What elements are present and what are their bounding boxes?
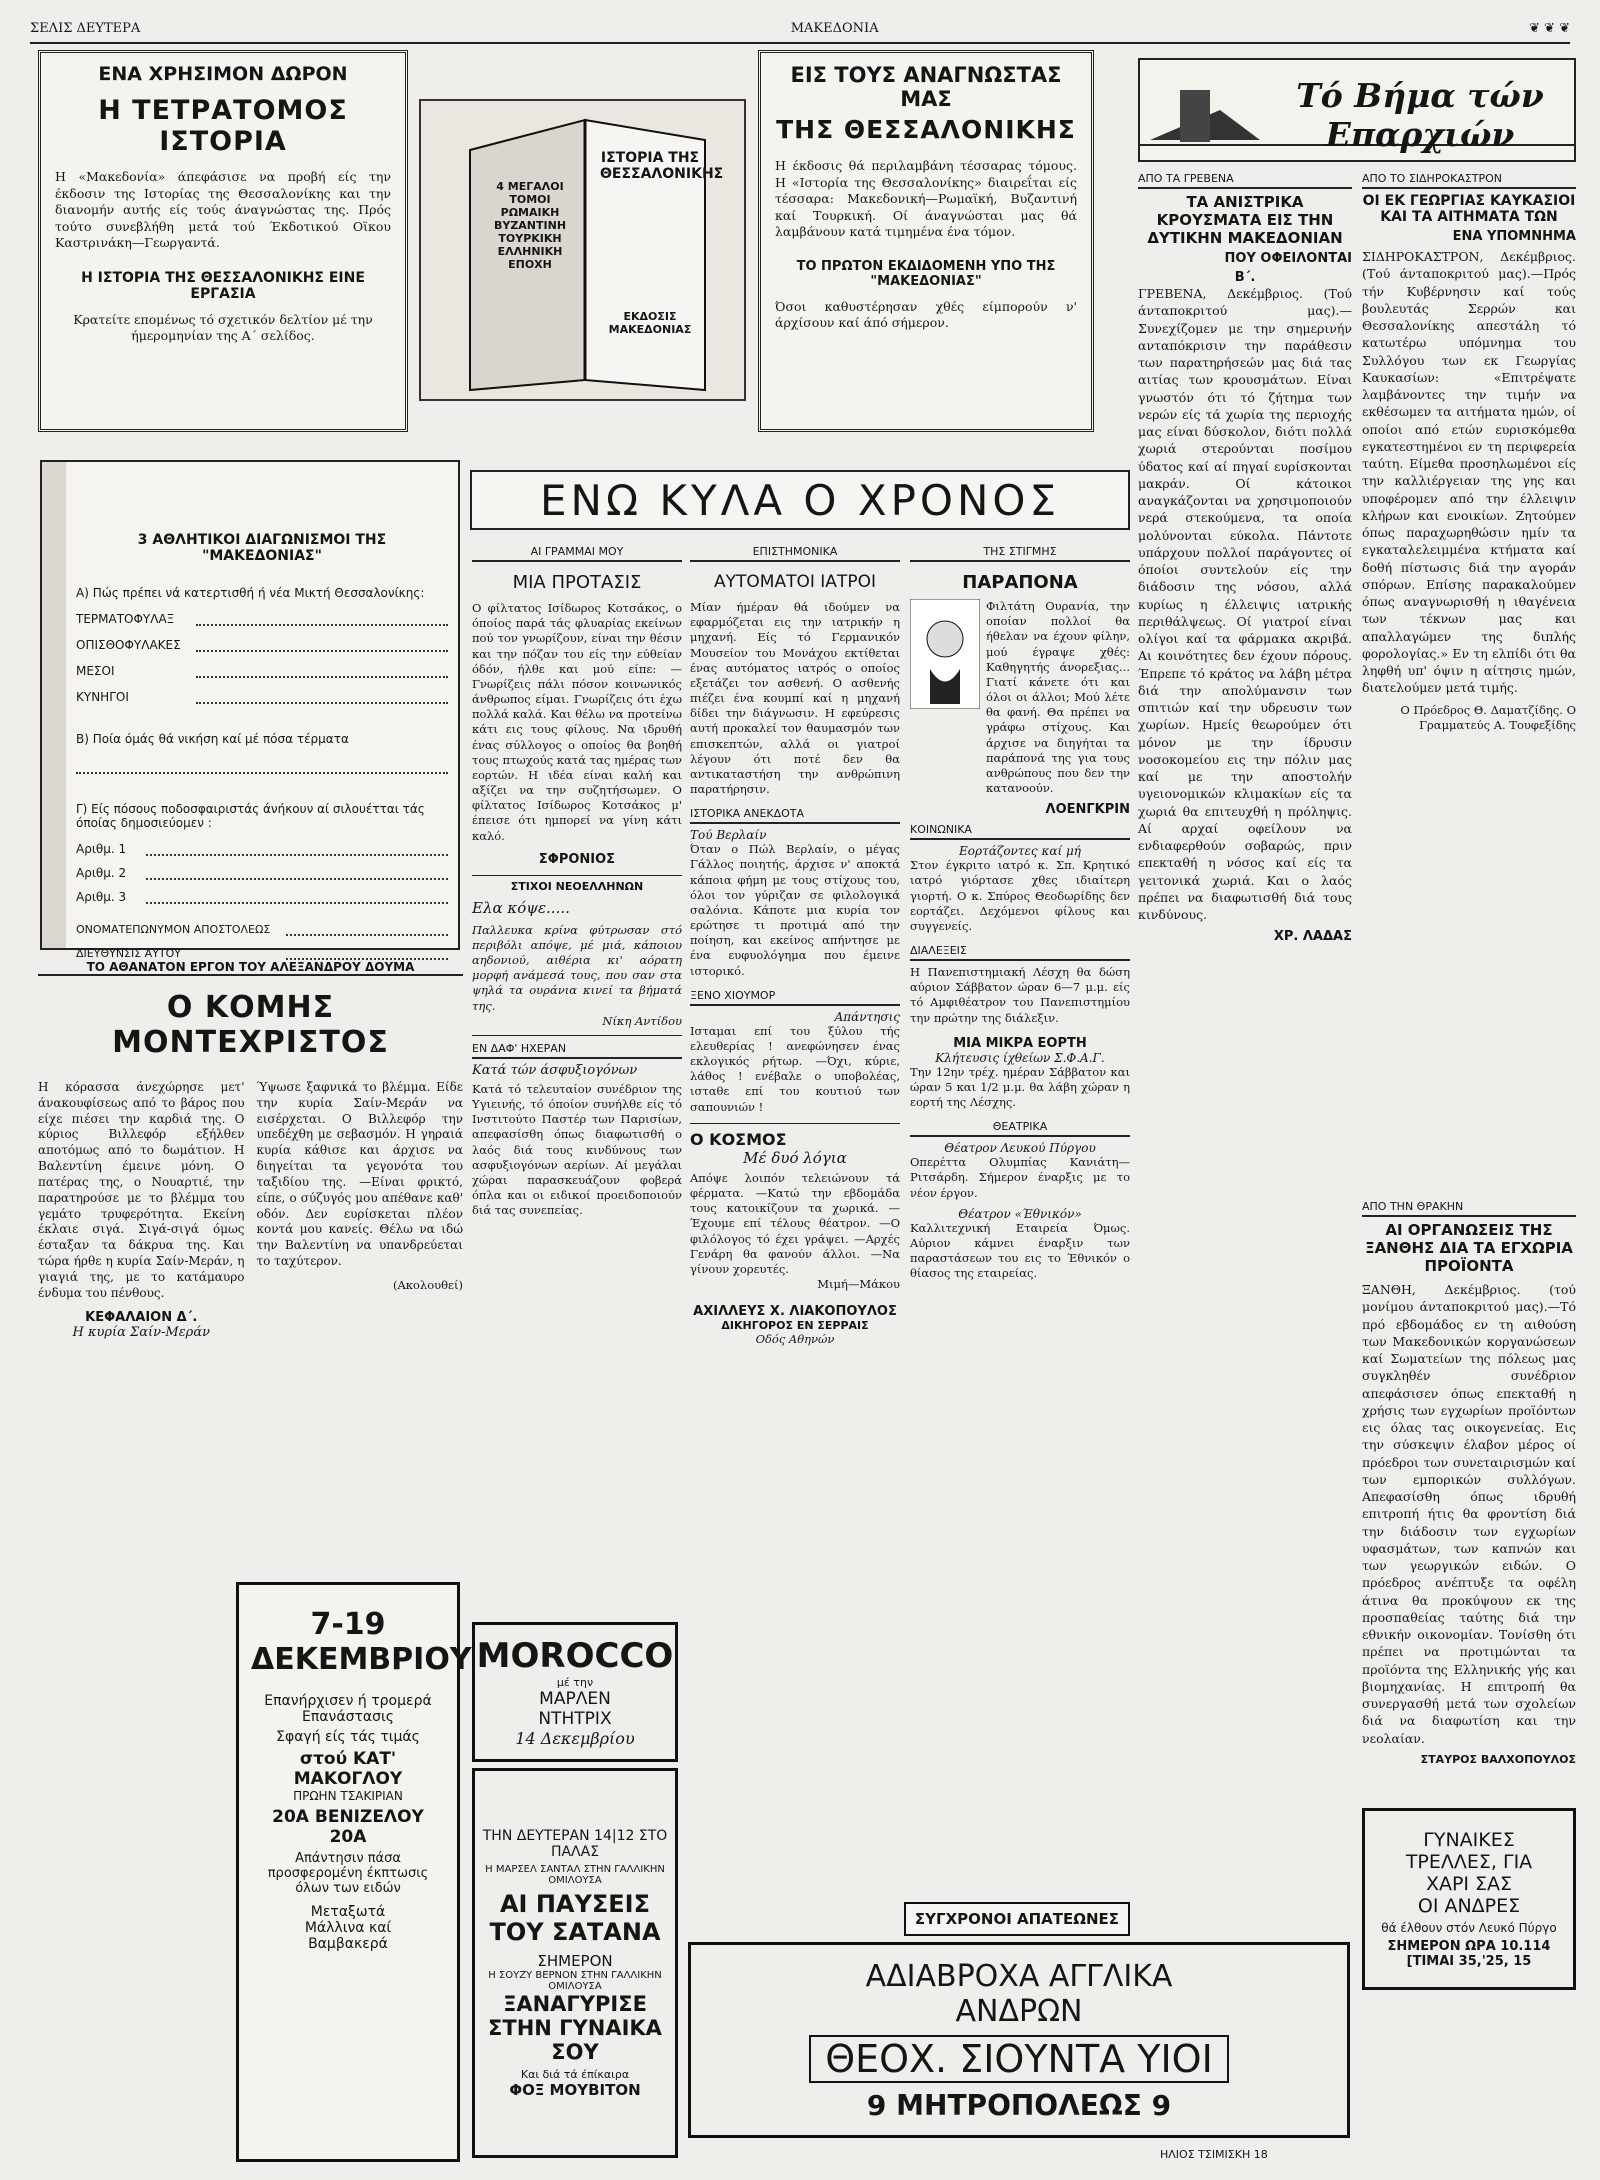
national-theatre-body: Καλλιτεχνική Εταιρεία Όμως. Αύριον κάμνει έναρξιν των παραστάσεων του εις το Έθνικόν ο θίασος της εταιρείας. bbox=[910, 1220, 1130, 1281]
moment-section: ΤΗΣ ΣΤΙΓΜΗΣ bbox=[910, 545, 1130, 562]
history-body: Όταν ο Πώλ Βερλαίν, ο μέγας Γάλλος ποιητής, άρχισε ν' αποκτά κάποια φήμη με τους στίχους του, όλοι τον γύριζαν σε φιλολογικά σαλόνια. Κάποτε μια κυρία τον ερώτησε τι προτιμά από την ποίηση, και εκείνος απήντησε με ένα ευφυολόγημα που έμεινε ιστορικό. bbox=[690, 842, 900, 978]
lectures-body: Η Πανεπιστημιακή Λέσχη θα δώση αύριον Σάββατον ώραν 6—7 μ.μ. είς τό Αμφιθέατρον του Πανεπιστημίου την πρώτην της διάλεξιν. bbox=[910, 965, 1130, 1025]
makoglou-dates: 7-19 ΔΕΚΕΜΒΡΙΟΥ bbox=[251, 1607, 472, 1677]
palas-ad bbox=[472, 1768, 678, 2158]
number-1-field[interactable] bbox=[146, 838, 448, 856]
newspaper-name: ΜΑΚΕΔΟΝΙΑ bbox=[790, 20, 879, 36]
sidirokastron-article bbox=[1362, 172, 1576, 1172]
my-lines-section: ΑΙ ΓΡΑΜΜΑΙ ΜΟΥ bbox=[472, 545, 682, 562]
deceivers-ad bbox=[904, 1902, 1130, 1936]
number-2: Αριθμ. 2 bbox=[76, 866, 127, 880]
celebration-body: Την 12ην τρέχ. ημέραν Σάββατον και ώραν 5 και 1/2 μ.μ. θα λάβη χώραν η εορτή της Λέσχης. bbox=[910, 1064, 1130, 1110]
makoglou-line-2: Σφαγή είς τάς τιμάς bbox=[276, 1729, 420, 1745]
proposal-title: ΜΙΑ ΠΡΟΤΑΣΙΣ bbox=[512, 572, 642, 593]
makoglou-line-8: Μάλλινα καί bbox=[304, 1920, 392, 1936]
serial-continue: (Ακολουθεί) bbox=[393, 1277, 463, 1292]
readers-title-2: ΤΗΣ ΘΕΣΣΑΛΟΝΙΚΗΣ bbox=[776, 115, 1076, 144]
book-cover-text: 4 ΜΕΓΑΛΟΙ ΤΟΜΟΙ ΡΩΜΑΙΚΗ ΒΥΖΑΝΤΙΝΗ ΤΟΥΡΚΙΚΗ ΕΛΛΗΝΙΚΗ ΕΠΟΧΗ bbox=[493, 180, 567, 271]
number-2-field[interactable] bbox=[146, 862, 448, 880]
makoglou-ad bbox=[236, 1582, 472, 2162]
address-field[interactable] bbox=[286, 942, 448, 960]
grevena-section: ΑΠΟ ΤΑ ΓΡΕΒΕΝΑ bbox=[1138, 172, 1352, 189]
sidirokastron-subtitle: ΕΝΑ ΥΠΟΜΝΗΜΑ bbox=[1452, 229, 1576, 244]
makoglou-line-1: Επανήρχισεν ή τρομερά Επανάστασις bbox=[264, 1693, 432, 1725]
number-3: Αριθμ. 3 bbox=[76, 890, 127, 904]
grevena-article bbox=[1138, 172, 1352, 1972]
book-illustration bbox=[410, 60, 755, 432]
raincoats-ad bbox=[688, 1942, 1350, 2138]
complaints-body: Φιλτάτη Ουρανία, την οποίαν πολλοί θα ήθελαν να έχουν φίλην, μού έγραψε χθές: Καθηγητής άνορεξιας... Γιατί κάνετε ότι και όλοι οι άλλοι; Μού λέτε θα φανή. Θα πρέπει να γράφω στίχους. Και άρχισε να διηγήται τα παράπονά της για τους ανθρώπους που δεν την κατανοούν. bbox=[986, 599, 1130, 796]
column-2 bbox=[690, 545, 900, 1725]
lectures-section: ΔΙΑΛΕΞΕΙΣ bbox=[910, 944, 1130, 961]
history-section: ΙΣΤΟΡΙΚΑ ΑΝΕΚΔΟΤΑ bbox=[690, 807, 900, 824]
book-image bbox=[410, 60, 755, 432]
poem-signature: Νίκη Αντίδου bbox=[602, 1013, 682, 1028]
number-3-field[interactable] bbox=[146, 886, 448, 904]
contest-form bbox=[40, 460, 460, 960]
world-signature: Μιμή—Μάκου bbox=[817, 1277, 900, 1292]
time-title: ΕΝΩ ΚΥΛΑ Ο ΧΡΟΝΟΣ bbox=[540, 475, 1060, 525]
raincoats-address: 9 ΜΗΤΡΟΠΟΛΕΩΣ 9 bbox=[866, 2088, 1172, 2122]
world-body: Απόψε λοιπόν τελειώνουν τά φέρματα. —Κατώ την εβδομάδα τους κατοικίζουν τα χωρικά. —Έχουμε επί τέλους θέατρον. —Ο φιλόλογος τό έχει γράψει. —Αρχές Γενάρη θα φανούν άλλοι. —Να γίνουν χορευτές. bbox=[690, 1170, 900, 1276]
position-forwards: ΚΥΝΗΓΟΙ bbox=[76, 690, 129, 704]
forwards-field[interactable] bbox=[196, 686, 448, 704]
theatre-section: ΘΕΑΤΡΙΚΑ bbox=[910, 1120, 1130, 1137]
position-defenders: ΟΠΙΣΘΟΦΥΛΑΚΕΣ bbox=[76, 638, 181, 652]
masthead-title: Τό Βήμα τών Επαρχιών bbox=[1296, 76, 1544, 154]
poem-heading: Ελα κόψε..... bbox=[472, 898, 570, 917]
thrace-body: ΞΑΝΘΗ, Δεκέμβριος. (τού μονίμου άνταποκριτού μας).—Τό πρό εβδομάδος εν τη αιθούση των Μακεδονικών κοργανώσεων καί Σωματείων της πόλεως μας συγκληθέν συνέδριον απεφάσισεν όπως επεκταθή η χρήσις των εγχωρίων προϊόντων εις όλας τας οικογενείας. Εις την σύσκεψιν έλαβον μέρος οί πρόεδροι των συνεταιρισμών καί των εμπορικών συλλόγων. Απεφασίσθη όπως ιδρυθή επιτροπή ήτις θα φροντίση διά την διάδοσιν των εγχωρίων υφασμάτων, των καπνών και των γεωργικών ειδών. Ο πρόεδρος ανέπτυξε τα οφέλη άτινα θα προκύψουν εκ της προσπαθείας ταύτης διά την εθνικήν οικονομίαν. Τονίσθη ότι πρέπει να προτιμώνται τα προϊόντα της Ελληνικής γής και βιομηχανίας. Η επιτροπή θα συνεργασθή μετά των σχολείων διά να διαφωτίση και την νεολαίαν. bbox=[1362, 1282, 1576, 1746]
palas-film-2: ΞΑΝΑΓΥΡΙΣΕ ΣΤΗΝ ΓΥΝΑΙΚΑ ΣΟΥ bbox=[488, 1991, 662, 2064]
history-subtitle: Τού Βερλαίν bbox=[690, 828, 767, 843]
complaints-signature: ΛΟΕΝΓΚΡΙΝ bbox=[1045, 802, 1130, 818]
sidirokastron-section: ΑΠΟ ΤΟ ΣΙΔΗΡΟΚΑΣΤΡΟΝ bbox=[1362, 172, 1576, 189]
provinces-masthead bbox=[1138, 58, 1576, 162]
caricature-image bbox=[910, 599, 980, 709]
thrace-section: ΑΠΟ ΤΗΝ ΘΡΑΚΗΝ bbox=[1362, 1200, 1576, 1217]
social-section: ΚΟΙΝΩΝΙΚΑ bbox=[910, 823, 1130, 840]
women-line-1: ΓΥΝΑΙΚΕΣ bbox=[1423, 1829, 1515, 1851]
gift-kicker: ΕΝΑ ΧΡΗΣΙΜΟΝ ΔΩΡΟΝ bbox=[98, 63, 348, 85]
national-theatre-subtitle: Θέατρον «Έθνικόν» bbox=[958, 1206, 1082, 1221]
scientific-section: ΕΠΙΣΤΗΜΟΝΙΚΑ bbox=[690, 545, 900, 562]
grevena-title: ΤΑ ΑΝΙΣΤΡΙΚΑ ΚΡΟΥΣΜΑΤΑ ΕΙΣ ΤΗΝ ΔΥΤΙΚΗΝ ΜΑΚΕΔΟΝΙΑΝ bbox=[1147, 193, 1343, 247]
contest-question-b: Β) Ποία όμάς θά νικήση καί μέ πόσα τέρματα bbox=[76, 732, 349, 746]
morocco-ad bbox=[472, 1622, 678, 1762]
raincoats-line-1: ΑΔΙΑΒΡΟΧΑ ΑΓΓΛΙΚΑ bbox=[865, 1958, 1173, 1994]
lawyer-name: ΑΧΙΛΛΕΥΣ Χ. ΛΙΑΚΟΠΟΥΛΟΣ bbox=[693, 1304, 897, 1320]
contest-question-a: Α) Πώς πρέπει νά κατερτισθή ή νέα Μικτή Θεσσαλονίκης: bbox=[76, 586, 425, 600]
column-3 bbox=[910, 545, 1130, 1725]
world-subtitle: Μέ δυό λόγια bbox=[743, 1148, 847, 1167]
social-subtitle: Εορτάζοντες καί μή bbox=[959, 844, 1081, 859]
women-line-3: ΧΑΡΙ ΣΑΣ bbox=[1425, 1873, 1513, 1895]
serial-kicker: ΤΟ ΑΘΑΝΑΤΟΝ ΕΡΓΟΝ ΤΟΥ ΑΛΕΞΑΝΔΡΟΥ ΔΟΥΜΑ bbox=[38, 960, 463, 976]
gift-footer: Κρατείτε επομένως τό σχετικόν δελτίον μέ την ήμερομηνίαν της Α΄ σελίδος. bbox=[73, 311, 373, 343]
automatic-doctors-body: Μίαν ήμέραν θά ιδούμεν να εφαρμόζεται εις την ιατρικήν η μηχανή. Είς τό Γερμανικόν Μουσείον του Μονάχου εκτίθεται ένας αυτόματος ιατρός ο οποίος εξετάζει τον ασθενή. Ο ασθενής πιέζει ένα κουμπί καί η μηχανή δίδει την διάγνωσιν. Η εφεύρεσις αυτή προκαλεί τον θαυμασμόν των επισκεπτών, αλλά οι γιατροί λέγουν ότι ποτέ δεν θα αντικαταστήση την ανθρώπινη παρατήρησιν. bbox=[690, 600, 900, 797]
automatic-doctors-title: ΑΥΤΟΜΑΤΟΙ ΙΑΤΡΟΙ bbox=[714, 572, 876, 592]
world-title: Ο ΚΟΣΜΟΣ bbox=[690, 1129, 787, 1149]
printer-credit: ΗΛΙΟΣ ΤΣΙΜΙΣΚΗ 18 bbox=[1160, 2148, 1268, 2161]
morocco-with: μέ την bbox=[556, 1676, 594, 1689]
serial-title: Ο ΚΟΜΗΣ ΜΟΝΤΕΧΡΙΣΤΟΣ bbox=[112, 990, 389, 1060]
goalkeeper-field[interactable] bbox=[196, 608, 448, 626]
sidirokastron-body: ΣΙΔΗΡΟΚΑΣΤΡΟΝ, Δεκέμβριος. (Τού άνταποκριτού μας).—Πρός τήν Κυβέρνησιν καί τούς βουλευτάς Σερρών και Θεσσαλονίκης απεστάλη τό κατωτέρω υπόμνημα του Συλλόγου των εκ Γεωργίας Καυκασίων: «Επιτρέψατε λαμβάνοντες την τιμήν να εκθέσωμεν τα αιτήματα ημών, οί οποίοι από ετών ευρισκόμεθα εγκατεστημένοι εν τη περιφερεία ταύτη. Είμεθα προσηλωμένοι είς την καλλιέργειαν της γης και υποφέρομεν από την έλλειψιν κλήρων και ενοικίων. Ζητούμεν όπως παραχωρηθώσιν ημίν τα εγκαταλελειμμένα κτήματα καί δοθή πίστωσις διά την αγοράν σπόρων. Επίσης παρακαλούμεν όπως αναγνωρισθή η ιθαγένεια των τέκνων μας και απαλλαγώμεν της διπλής φορολογίας.» Εν τη ελπίδι ότι θα ληφθή υπ' όψιν η αίτησις ημών, διατελούμεν μετά τιμής. bbox=[1362, 249, 1576, 696]
women-prices: [ΤΙΜΑΙ 35,'25, 15 bbox=[1406, 1954, 1532, 1969]
celebration-title: ΜΙΑ ΜΙΚΡΑ ΕΟΡΤΗ bbox=[953, 1035, 1087, 1051]
proposal-signature: ΣΦΡΟΝΙΟΣ bbox=[538, 851, 616, 867]
contest-question-c: Γ) Είς πόσους ποδοσφαιριστάς άνήκουν αί σιλουέτται τάς όποίας δημοσιεύομεν : bbox=[76, 802, 425, 830]
lawyer-address: Οδός Αθηνών bbox=[755, 1332, 835, 1347]
header-ornament: ❦ ❦ ❦ bbox=[1529, 20, 1570, 36]
proposal-body: Ο φίλτατος Ισίδωρος Κοτσάκος, ο όποίος παρά τάς φλυαρίας εκείνων πού τον γνωρίζουν, είναι την θέσιν και την πόζαν του είς την εύθείαν όδόν, ήλθε και μού είπε: —Γνωρίζεις πάλι πόσον κοινωνικός άνθρωπος είμαι. Γνωρίζεις ότι έχω πολλά καλά. Και θέλω να προτείνω κάτι εις τους φίλους. Να ιδρυθή ένας σύλλογος ο οποίος θα βοηθή τους πτωχούς κατά τας ημέρας των εορτών. Η ιδέα είναι καλή και αξίζει να την συζητήσωμεν. Ο φίλτατος Ισίδωρος Κοτσάκος μ' έπεισε ότι ημπορεί να γίνη κάτι καλό. bbox=[472, 601, 682, 843]
position-goalkeeper: ΤΕΡΜΑΤΟΦΥΛΑΞ bbox=[76, 612, 175, 626]
humor-body: Ισταμαι επί του ξύλου τής ελευθερίας ! ανεφώνησεν ένας εκλογικός ρήτωρ. —Όχι, κύριε, λάθος ! ενέβαλε ο υποβολέας, ισταθε επί του κουτιού των σαπουνιών ! bbox=[690, 1023, 900, 1114]
address-label: ΔΙΕΥΘΥΝΣΙΣ ΑΥΤΟΥ bbox=[76, 947, 182, 960]
readers-ad bbox=[758, 50, 1094, 432]
serial-column-1: Η κόρασσα άνεχώρησε μετ' άνακουφίσεως από το βάρος που είχε πιέσει την καρδιά της. Ο κύριος Βιλλεφόρ εξήλθεν αποτόμως από το δωμάτιον. Η Βαλεντίνη έμεινε μόνη. Ο πατέρας της, ο Νουαρτιέ, την παρατηρούσε με το βλέμμα του γεμάτο τρυφερότητα. Εκείνη έκλαιε σιγά. Σιγά-σιγά όμως έσταξαν τα δάκρυα της. Και τώρα ήρθε η κυρία Σαίν-Μεράν, η γιαγιά της, με το κατάμαυρο ένδυμα του πένθους. bbox=[38, 1080, 245, 1300]
gift-title: Η ΤΕΤΡΑΤΟΜΟΣ ΙΣΤΟΡΙΑ bbox=[98, 95, 348, 157]
raincoats-brand: ΘΕΟΧ. ΣΙΟΥΝΤΑ ΥΙΟΙ bbox=[809, 2035, 1229, 2083]
poem-body: Παλλευκα κρίνα φύτρωσαν στό περιβόλι απόψε, μέ μιά, κάποιου αηδονιού, αιθέρια κι' αόρατη μορφή ανάμεσά τους, που σαν στα ψηλά τα ουράνια κινεί τα βήματά της. bbox=[472, 922, 682, 1013]
morocco-star-1: ΜΑΡΛΕΝ bbox=[539, 1689, 611, 1709]
morocco-star-2: ΝΤΗΤΡΙΧ bbox=[538, 1709, 612, 1729]
makoglou-line-4: ΠΡΩΗΝ ΤΣΑΚΙΡΙΑΝ bbox=[293, 1789, 403, 1803]
grevena-marker: Β΄. bbox=[1234, 270, 1256, 285]
readers-footer: Όσοι καθυστέρησαν χθές είμπορούν ν' άρχίσουν καί άπό σήμερον. bbox=[775, 298, 1077, 330]
humor-section: ΞΕΝΟ ΧΙΟΥΜΟΡ bbox=[690, 989, 900, 1006]
chapter-title: ΚΕΦΑΛΑΙΟΝ Δ΄. bbox=[85, 1309, 198, 1325]
winner-field[interactable] bbox=[76, 756, 448, 774]
sender-label: ΟΝΟΜΑΤΕΠΩΝΥΜΟΝ ΑΠΟΣΤΟΛΕΩΣ bbox=[76, 923, 271, 936]
makoglou-line-6: Απάντησιν πάσα προσφερομένη έκπτωσις όλων των ειδών bbox=[267, 1851, 429, 1896]
column-1 bbox=[472, 545, 682, 1700]
morocco-date: 14 Δεκεμβρίου bbox=[515, 1729, 635, 1748]
women-ad bbox=[1362, 1808, 1576, 1990]
daily-body: Κατά τό τελευταίον συνέδριον της Υγιεινής, τό όποίον συνήλθε είς τό Ινστιτούτο Παστέρ των Παρισίων, απεφασίσθη όπως διαφωτισθή ο λαός διά τους κινδύνους των ασφυξιογόνων αερίων. Αί μεγάλαι χώραι παρασκευάζουν φοβερά όπλα και οι ειδικοί προειδοποιούν διά τας συνεπείας. bbox=[472, 1081, 682, 1218]
readers-body: Η έκδοσις θά περιλαμβάνη τέσσαρας τόμους. Η «Ιστορία της Θεσσαλονίκης» διαιρεΐται είς τέσσαρα: Μακεδονική—Ρωμαϊκή, Βυζαντινή καί Τουρκική. Οί άναγνώσται μας θά λαμβάνουν κατά τιμημένα ένα τόμον. bbox=[775, 158, 1077, 239]
humor-heading: Απάντησις bbox=[834, 1009, 900, 1024]
makoglou-line-7: Μεταξωτά bbox=[310, 1904, 386, 1920]
serial-column-2: Ύψωσε ξαφνικά το βλέμμα. Είδε την κυρία Σαίν-Μεράν να εισέρχεται. Ο Βιλλεφόρ την υπεδέχθη με σεβασμόν. Η γηραιά κυρία κάθισε και άρχισε να διηγείται τα γεγονότα του ταξιδίου της. —Είναι φρικτό, είπε, ο σύζυγός μου απέθανε καθ' οδόν. Δεν ευρίσκεται πλέον κοντά μου κανείς. Θέλω να ιδώ την Βαλεντίνη να υπανδρεύεται το ταχύτερον. bbox=[256, 1080, 463, 1269]
thrace-signature: ΣΤΑΥΡΟΣ ΒΑΛΧΟΠΟΥΛΟΣ bbox=[1420, 1752, 1576, 1766]
morocco-title: MOROCCO bbox=[476, 1636, 674, 1676]
palas-news: Και διά τά έπίκαιρα bbox=[520, 2067, 630, 2081]
chapter-subtitle: Η κυρία Σαίν-Μεράν bbox=[72, 1324, 211, 1340]
sidirokastron-title: ΟΙ ΕΚ ΓΕΩΡΓΙΑΣ ΚΑΥΚΑΣΙΟΙ ΚΑΙ ΤΑ ΑΙΤΗΜΑΤΑ ΤΩΝ bbox=[1362, 193, 1576, 225]
palas-top: ΤΗΝ ΔΕΥΤΕΡΑΝ 14|12 ΣΤΟ ΠΑΛΑΣ bbox=[482, 1827, 668, 1860]
palas-fox: ΦΟΞ ΜΟΥΒΙΤΟΝ bbox=[509, 2080, 641, 2099]
theatre-subtitle: Θέατρον Λευκού Πύργου bbox=[944, 1141, 1096, 1156]
page-number: ΣΕΛΙΣ ΔΕΥΤΕΡΑ bbox=[30, 20, 141, 36]
raincoats-line-2: ΑΝΔΡΩΝ bbox=[955, 1993, 1083, 2029]
readers-subtitle: ΤΟ ΠΡΩΤΟΝ ΕΚΔΙΔΟΜΕΝΗ ΥΠΟ ΤΗΣ "ΜΑΚΕΔΟΝΙΑΣ" bbox=[796, 258, 1056, 289]
palas-film-1: ΑΙ ΠΑΥΣΕΙΣ ΤΟΥ ΣΑΤΑΝΑ bbox=[489, 1889, 661, 1946]
poem-section: ΣΤΙΧΟΙ ΝΕΟΕΛΛΗΝΩΝ bbox=[510, 879, 644, 893]
grevena-body: ΓΡΕΒΕΝΑ, Δεκέμβριος. (Τού άνταποκριτού μας).—Συνεχίζομεν με την σημερινήν ανταπόκρισιν την παράθεσιν των παρατηρήσεών μας διά τας αιτίας των κρουσμάτων. Είναι γνωστόν ότι τό ζήτημα των νερών είς τά χωρία της περιοχής μας είναι δύσκολον, διότι πολλά χωριά στερούνται ποσίμου ύδατος καί αί πηγαί ευρίσκονται μακράν. Οί κάτοικοι αναγκάζονται να χρησιμοποιούν νερά στεκούμενα, τα οποία μολύνονται εύκολα. Πάντοτε υπάρχουν πολλοί παράγοντες οί όποίοι συντελούν είς την διάδοσιν της νόσου, αλλά κυρίως η έλλειψις ιατρικής περιθάλψεως. Οί γιατροί είναι ολίγοι καί τα φάρμακα ακριβά. Αι κοινότητες δεν έχουν πόρους. Έπρεπε τό κράτος να λάβη μέτρα διά την απολύμανσιν των σπιτιών καί την υδρευσιν των χωρίων. Ημείς θεωρούμεν ότι μόνον με την ίδρυσιν νοσοκομείου εις την πόλιν μας καί με την αποστολήν υγειονομικών κλιμακίων είς τα χωριά θα επιτευχθή η πρόληψις. Αί αρχαί οφείλουν να ενδιαφερθούν σοβαρώς, πριν επεκταθή η νόσος καί είς τα γειτονικά χωριά. Και ο λαός πρέπει να διαφωτισθή διά τους κινδύνους. bbox=[1138, 286, 1352, 922]
daily-section: ΕΝ ΔΑΦ' ΗΧΕΡΑΝ bbox=[472, 1042, 682, 1059]
defenders-field[interactable] bbox=[196, 634, 448, 652]
daily-subtitle: Κατά τών άσφυξιογόνων bbox=[472, 1062, 638, 1078]
position-midfielders: ΜΕΣΟΙ bbox=[76, 664, 115, 678]
social-body: Στον έγκριτο ιατρό κ. Σπ. Κρητικό ιατρό γιόρτασε χθες ιδιαίτερη γιορτή. Ο κ. Σπύρος Θεοδωρίδης δεν εορτάζει. Δεχόμενοι φίλους και συγγενείς. bbox=[910, 858, 1130, 933]
makoglou-line-3: στού ΚΑΤ' ΜΑΚΟΓΛΟΥ bbox=[293, 1749, 403, 1789]
women-line-4: ΟΙ ΑΝΔΡΕΣ bbox=[1417, 1895, 1521, 1917]
sender-field[interactable] bbox=[286, 918, 448, 936]
theatre-body: Οπερέττα Ολυμπίας Κανιάτη—Ριτσάρδη. Σήμερον έναρξις με το νέον έργον. bbox=[910, 1155, 1130, 1200]
lawyer-title: ΔΙΚΗΓΟΡΟΣ ΕΝ ΣΕΡΡΑΙΣ bbox=[721, 1319, 869, 1333]
grevena-signature: ΧΡ. ΛΑΔΑΣ bbox=[1273, 929, 1352, 945]
palas-actress: Η ΜΑΡΣΕΛ ΣΑΝΤΑΛ ΣΤΗΝ ΓΑΛΛΙΚΗΝ ΟΜΙΛΟΥΣΑ bbox=[485, 1863, 665, 1886]
contest-title: 3 ΑΘΛΗΤΙΚΟΙ ΔΙΑΓΩΝΙΣΜΟΙ ΤΗΣ "ΜΑΚΕΔΟΝΙΑΣ" bbox=[137, 532, 387, 564]
gift-ad bbox=[38, 50, 408, 432]
women-line-2: ΤΡΕΛΛΕΣ, ΓΙΑ bbox=[1405, 1851, 1533, 1873]
thrace-title: ΑΙ ΟΡΓΑΝΩΣΕΙΣ ΤΗΣ ΞΑΝΘΗΣ ΔΙΑ ΤΑ ΕΓΧΩΡΙΑ ΠΡΟΪΟΝΤΑ bbox=[1365, 1221, 1573, 1275]
time-masthead bbox=[470, 470, 1130, 530]
gift-body: Η «Μακεδονία» άπεφάσισε να προβή είς την έκδοσιν της Ιστορίας της Θεσσαλονίκης και την διανομήν αυτής είς τούς άναγνώστας της. Πρός τούτο συνεβλήθη μετά τού Έκδοτικού Οϊκου Καστρινάκη—Γεωργαντά. bbox=[55, 169, 391, 250]
makoglou-line-5: 20Α ΒΕΝΙΖΕΛΟΥ 20Α bbox=[272, 1807, 424, 1847]
makoglou-line-9: Βαμβακερά bbox=[308, 1936, 388, 1952]
grevena-subtitle: ΠΟΥ ΟΦΕΙΛΟΝΤΑΙ bbox=[1224, 251, 1352, 266]
readers-title-1: ΕΙΣ ΤΟΥΣ ΑΝΑΓΝΩΣΤΑΣ ΜΑΣ bbox=[790, 63, 1062, 111]
gift-subtitle: Η ΙΣΤΟΡΙΑ ΤΗΣ ΘΕΣΣΑΛΟΝΙΚΗΣ ΕΙΝΕ ΕΡΓΑΣΙΑ bbox=[81, 269, 365, 302]
complaints-title: ΠΑΡΑΠΟΝΑ bbox=[962, 572, 1078, 593]
palas-today: ΣΗΜΕΡΟΝ bbox=[537, 1951, 613, 1970]
midfielders-field[interactable] bbox=[196, 660, 448, 678]
celebration-subtitle: Κλήτευσις ίχθείων Σ.Φ.Α.Γ. bbox=[935, 1050, 1105, 1065]
sidirokastron-signature: Ο Πρόεδρος Θ. Δαματζίδης. Ο Γραμματεύς Α. Τουφεξίδης bbox=[1400, 702, 1576, 732]
book-publisher: ΕΚΔΟΣΙΣ ΜΑΚΕΔΟΝΙΑΣ bbox=[608, 310, 692, 336]
women-time: ΣΗΜΕΡΟΝ ΩΡΑ 10.114 bbox=[1387, 1939, 1551, 1954]
deceivers-title: ΣΥΓΧΡΟΝΟΙ ΑΠΑΤΕΩΝΕΣ bbox=[914, 1910, 1120, 1928]
book-spine: ΙΣΤΟΡΙΑ ΤΗΣ ΘΕΣΣΑΛΟΝΙΚΗΣ bbox=[600, 150, 724, 182]
palas-actress-2: Η ΣΟΥΖΥ ΒΕΡΝΟΝ ΣΤΗΝ ΓΑΛΛΙΚΗΝ ΟΜΙΛΟΥΣΑ bbox=[488, 1969, 662, 1992]
number-1: Αριθμ. 1 bbox=[76, 842, 127, 856]
women-subtitle: θά έλθουν στόν Λευκό Πύργο bbox=[1381, 1921, 1557, 1935]
page-header bbox=[30, 14, 1570, 44]
